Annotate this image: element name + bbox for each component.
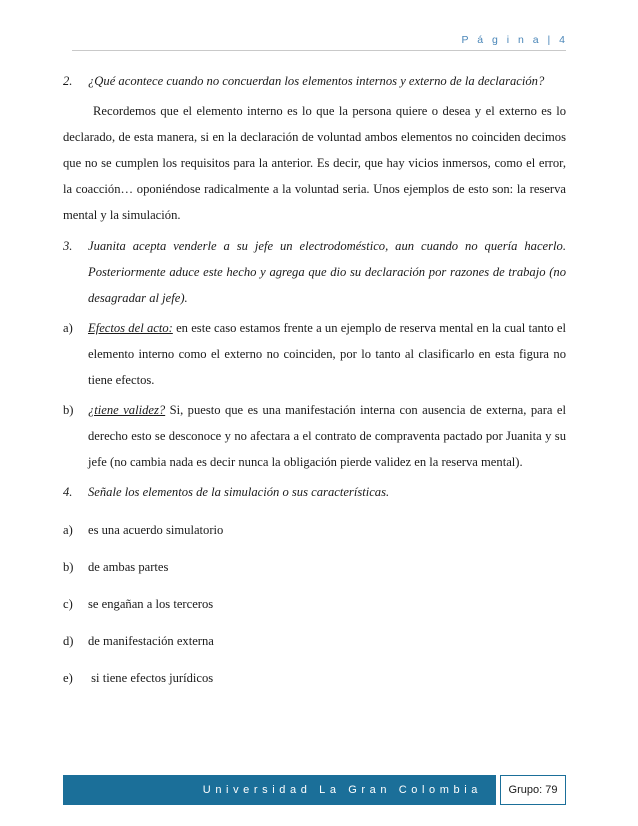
page-footer xyxy=(63,775,566,805)
answer-3a-marker: a) xyxy=(63,321,73,335)
list-item-marker: d) xyxy=(63,634,74,648)
question-4-text: Señale los elementos de la simulación o sus características. xyxy=(88,485,390,499)
answer-3b-label: ¿tiene validez? xyxy=(88,403,166,417)
document-body xyxy=(63,68,566,702)
question-2-text: ¿Qué acontece cuando no concuerdan los elementos internos y externo de la declaración? xyxy=(88,74,545,88)
list-item xyxy=(63,591,566,617)
list-item-text: si tiene efectos jurídicos xyxy=(88,671,214,685)
list-item xyxy=(63,554,566,580)
answer-3b xyxy=(63,397,566,475)
question-3-number: 3. xyxy=(63,239,73,253)
list-item-text: de manifestación externa xyxy=(88,634,214,648)
header-divider xyxy=(72,50,566,51)
list-item-marker: b) xyxy=(63,560,74,574)
list-item-text: de ambas partes xyxy=(88,560,169,574)
list-item xyxy=(63,517,566,543)
list-item xyxy=(63,628,566,654)
answer-3a-text: en este caso estamos frente a un ejemplo de reserva mental en la cual tanto el elemento interno como el externo no coinciden, por lo tanto al clasificarlo en esta figura no tiene efectos. xyxy=(88,321,566,387)
question-2-number: 2. xyxy=(63,74,73,88)
list-item-marker: e) xyxy=(63,671,73,685)
question-4-number: 4. xyxy=(63,485,73,499)
list-item-text: se engañan a los terceros xyxy=(88,597,214,611)
question-2 xyxy=(63,68,566,94)
list-item-marker: c) xyxy=(63,597,73,611)
list-item-marker: a) xyxy=(63,523,73,537)
answer-3b-marker: b) xyxy=(63,403,74,417)
footer-group: Grupo: 79 xyxy=(500,775,566,805)
answer-3a-label: Efectos del acto: xyxy=(88,321,173,335)
question-4 xyxy=(63,479,566,505)
page-number-header: P á g i n a | 4 xyxy=(461,34,568,46)
answer-2-paragraph: Recordemos que el elemento interno es lo que la persona quiere o desea y el externo es lo declarado, de esta manera, si en la declaración de voluntad ambos elementos no coinciden decimos que no se cumplen los requisitos para la anterior. Es decir, que hay vicios inmersos, como el error, la coacción… oponiéndose radicalmente a la voluntad seria. Unos ejemplos de esto son: la reserva mental y la simulación. xyxy=(63,104,566,222)
list-item-text: es una acuerdo simulatorio xyxy=(88,523,224,537)
footer-university: Universidad La Gran Colombia xyxy=(63,775,496,805)
answer-3b-text: Si, puesto que es una manifestación interna con ausencia de externa, para el derecho esto se desconoce y no afectara a el contrato de compraventa pactado por Juanita y su jefe (no cambia nada es decir nunca la obligación pierde validez en la reserva mental). xyxy=(88,403,566,469)
question-3-text: Juanita acepta venderle a su jefe un electrodoméstico, aun cuando no quería hacerlo. Posteriormente aduce este hecho y agrega que dio su declaración por razones de trabajo (no desagradar al jefe). xyxy=(88,239,566,305)
answer-3a xyxy=(63,315,566,393)
question-3 xyxy=(63,233,566,311)
list-item xyxy=(63,665,566,691)
